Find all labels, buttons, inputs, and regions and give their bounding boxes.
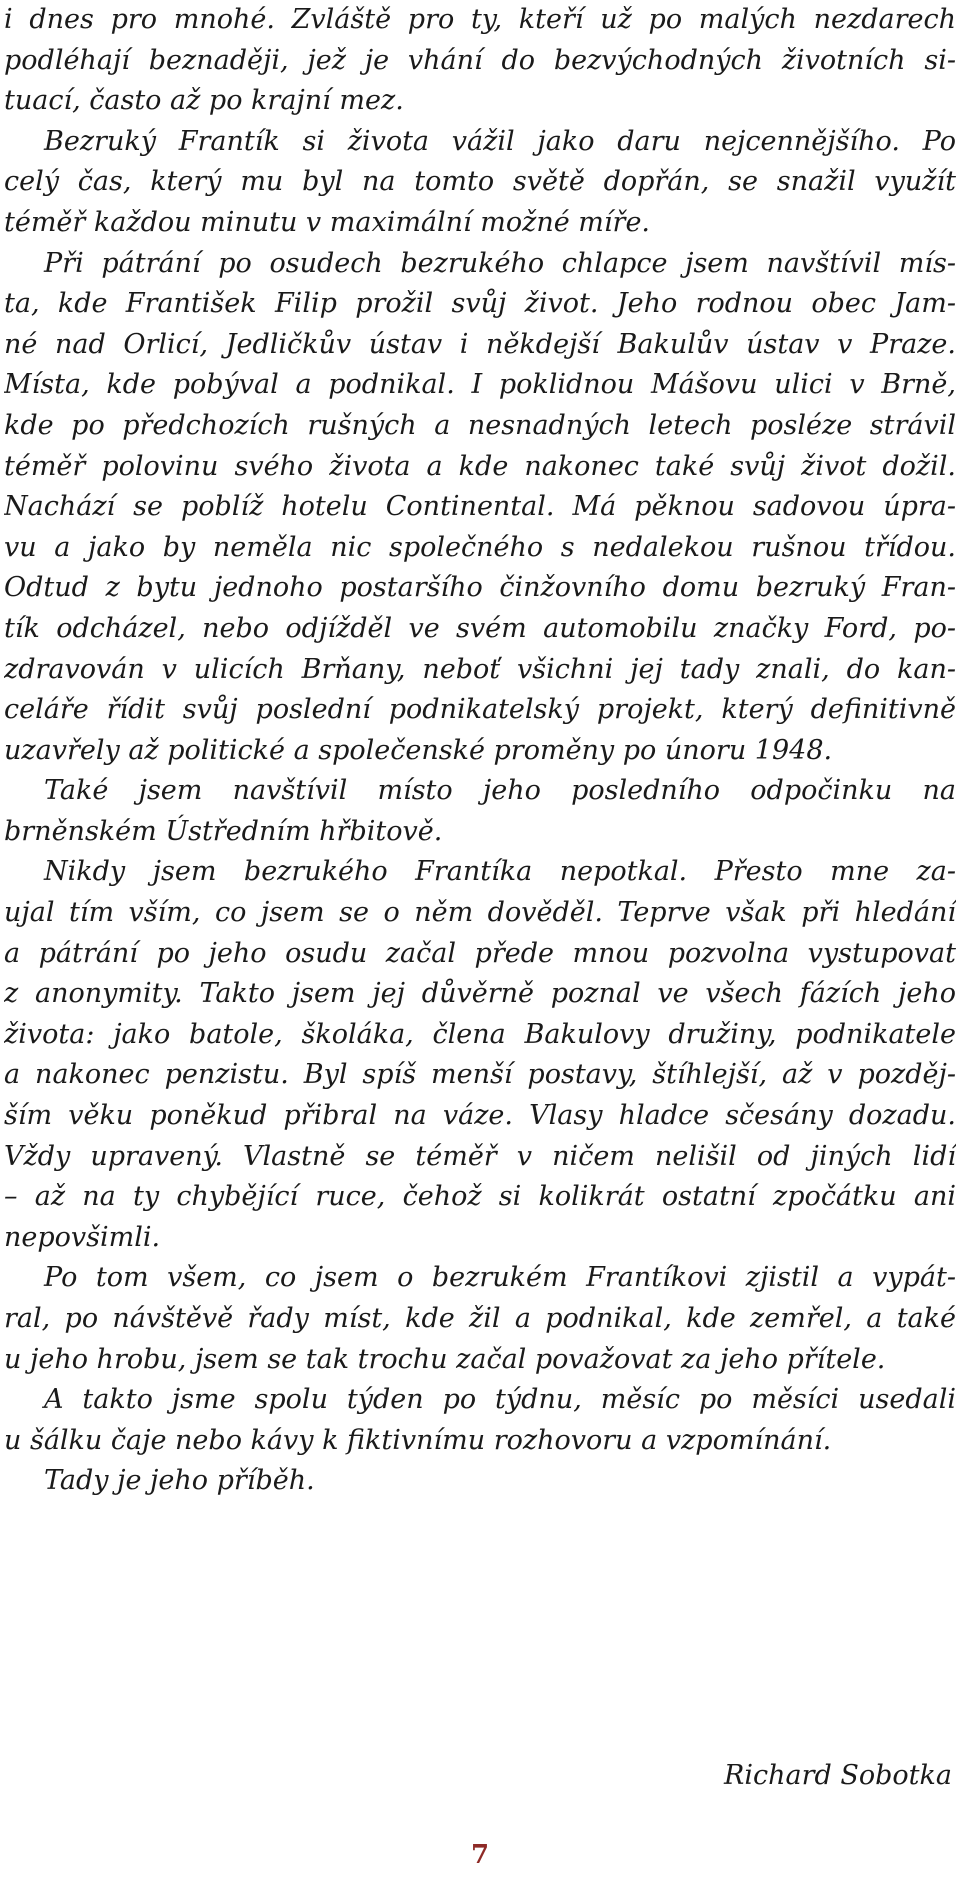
text-line: ta, kde František Filip prožil svůj život. Jeho rodnou obec Jam- xyxy=(4,288,956,320)
text-line: téměř polovinu svého života a kde nakonec také svůj život dožil. xyxy=(4,450,956,482)
text-line: Tady je jeho příběh. xyxy=(44,1465,315,1497)
text-line: né nad Orlicí, Jedličkův ústav i někdejší Bakulův ústav v Praze. xyxy=(4,328,956,360)
text-line: téměř každou minutu v maximální možné míře. xyxy=(4,206,651,238)
text-line: Nachází se poblíž hotelu Continental. Má pěknou sadovou úpra- xyxy=(4,491,956,523)
text-line: Bezruký Frantík si života vážil jako daru nejcennějšího. Po xyxy=(44,125,956,157)
text-line: ším věku poněkud přibral na váze. Vlasy hladce sčesány dozadu. xyxy=(4,1100,956,1132)
text-line: u šálku čaje nebo kávy k fiktivnímu rozhovoru a vzpomínání. xyxy=(4,1424,832,1456)
text-line: celáře řídit svůj poslední podnikatelský projekt, který definitivně xyxy=(4,694,956,726)
text-line: Místa, kde pobýval a podnikal. I poklidnou Mášovu ulici v Brně, xyxy=(4,369,956,401)
text-line: Vždy upravený. Vlastně se téměř v ničem nelišil od jiných lidí xyxy=(4,1140,956,1172)
text-line: – až na ty chybějící ruce, čehož si kolikrát ostatní zpočátku ani xyxy=(4,1181,956,1213)
text-line: a pátrání po jeho osudu začal přede mnou pozvolna vystupovat xyxy=(4,937,956,969)
text-line: brněnském Ústředním hřbitově. xyxy=(4,815,443,847)
text-line: ral, po návštěvě řady míst, kde žil a podnikal, kde zemřel, a také xyxy=(4,1303,956,1334)
text-line: ujal tím vším, co jsem se o něm dověděl. Teprve však při hledání xyxy=(4,897,956,929)
text-line: Také jsem navštívil místo jeho posledního odpočinku na xyxy=(44,775,956,807)
text-line: Po tom všem, co jsem o bezrukém Frantíkovi zjistil a vypát- xyxy=(44,1262,956,1294)
text-line: tík odcházel, nebo odjížděl ve svém automobilu značky Ford, po- xyxy=(4,612,956,644)
text-line: i dnes pro mnohé. Zvláště pro ty, kteří už po malých nezdarech xyxy=(4,4,956,35)
book-page-text xyxy=(4,0,956,1502)
text-line: Nikdy jsem bezrukého Frantíka nepotkal. Přesto mne za- xyxy=(44,856,956,888)
text-line: života: jako batole, školáka, člena Bakulovy družiny, podnikatele xyxy=(4,1018,956,1050)
text-line: z anonymity. Takto jsem jej důvěrně poznal ve všech fázích jeho xyxy=(4,978,956,1010)
text-line: podléhají beznaději, jež je vhání do bezvýchodných životních si- xyxy=(4,44,956,76)
text-line: uzavřely až politické a společenské proměny po únoru 1948. xyxy=(4,734,833,766)
text-line: tuací, často až po krajní mez. xyxy=(4,85,404,117)
text-line: u jeho hrobu, jsem se tak trochu začal považovat za jeho přítele. xyxy=(4,1343,886,1375)
text-line: zdravován v ulicích Brňany, neboť všichni jej tady znali, do kan- xyxy=(4,653,956,685)
text-line: a nakonec penzistu. Byl spíš menší postavy, štíhlejší, až v pozděj- xyxy=(4,1059,956,1091)
text-line: kde po předchozích rušných a nesnadných letech posléze strávil xyxy=(4,409,956,441)
text-line: celý čas, který mu byl na tomto světě dopřán, se snažil využít xyxy=(4,166,956,198)
text-line: Při pátrání po osudech bezrukého chlapce jsem navštívil mís- xyxy=(44,247,956,279)
text-line: Odtud z bytu jednoho postaršího činžovního domu bezruký Fran- xyxy=(4,572,956,604)
author-signature: Richard Sobotka xyxy=(724,1760,952,1791)
text-line: vu a jako by neměla nic společného s nedalekou rušnou třídou. xyxy=(4,531,956,563)
page-number: 7 xyxy=(470,1840,490,1870)
text-line: A takto jsme spolu týden po týdnu, měsíc po měsíci usedali xyxy=(44,1384,956,1416)
text-line: nepovšimli. xyxy=(4,1221,161,1253)
